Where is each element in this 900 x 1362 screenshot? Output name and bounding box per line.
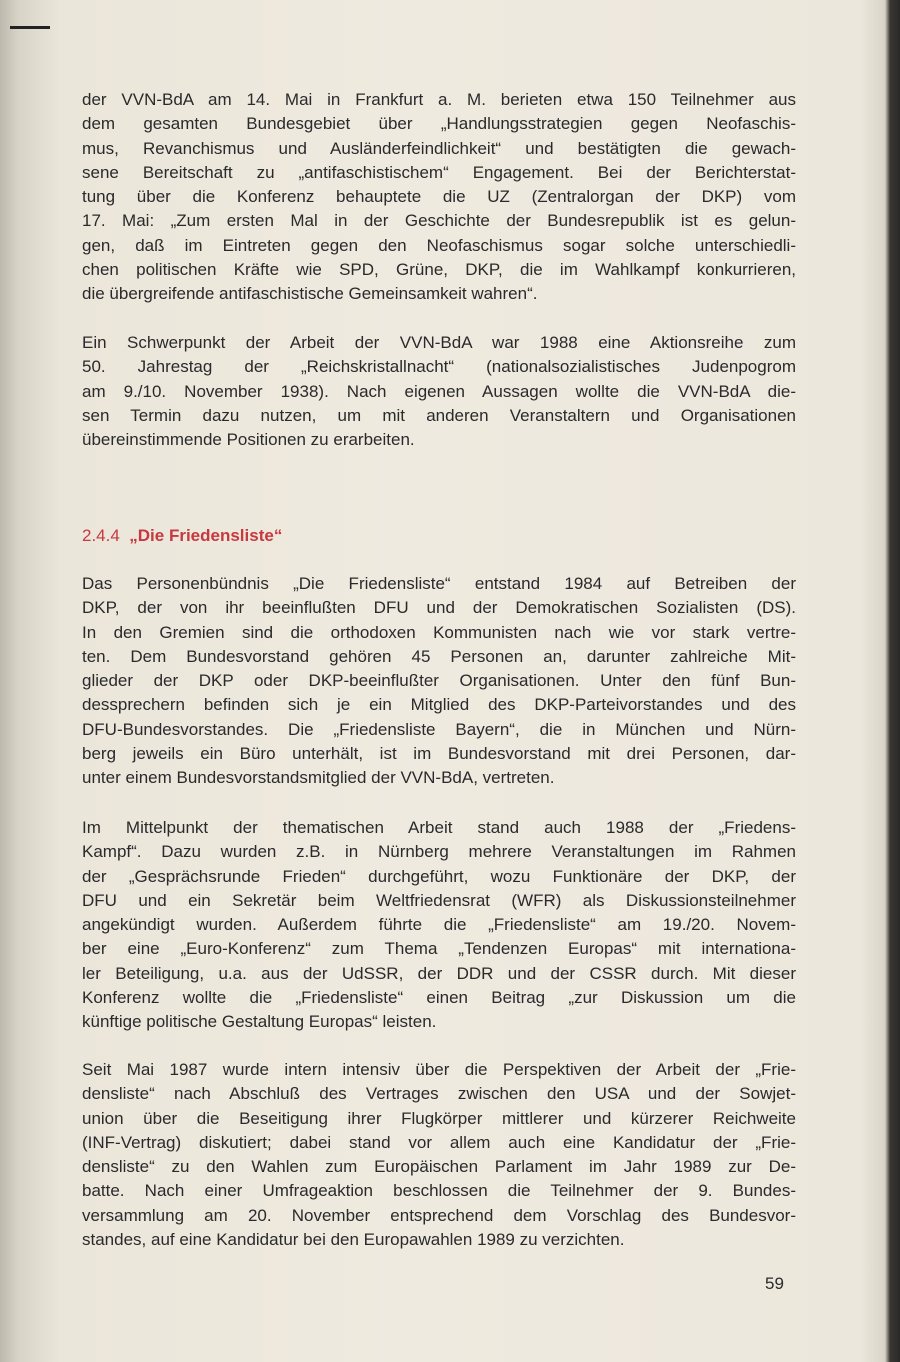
scan-edge-mark [10,26,50,29]
text-line: DKP, der von ihr beeinflußten DFU und der Demokratischen Sozialisten (DS). [82,598,796,618]
text-line: densliste“ zu den Wahlen zum Europäischen Parlament im Jahr 1989 zur De- [82,1157,796,1177]
paragraph-reichskristallnacht [82,331,796,452]
text-line: Das Personenbündnis „Die Friedensliste“ entstand 1984 auf Betreiben der [82,574,796,593]
text-line: union über die Beseitigung ihrer Flugkörper mittlerer und kürzerer Reichweite [82,1108,796,1128]
page-number: 59 [765,1274,784,1293]
text-line: der VVN-BdA am 14. Mai in Frankfurt a. M. berieten etwa 150 Teilnehmer aus [82,90,796,109]
text-line: Kampf“. Dazu wurden z.B. in Nürnberg mehrere Veranstaltungen im Rahmen [82,842,796,862]
text-line: Seit Mai 1987 wurde intern intensiv über die Perspektiven der Arbeit der „Frie- [82,1060,796,1079]
text-line: der „Gesprächsrunde Frieden“ durchgeführt, wozu Funktionäre der DKP, der [82,866,796,886]
text-line: ler Beteiligung, u.a. aus der UdSSR, der DDR und der CSSR durch. Mit dieser [82,963,796,983]
section-title: „Die Friedensliste“ [129,526,283,545]
text-line: am 9./10. November 1938). Nach eigenen Aussagen wollte die VVN-BdA die- [82,381,796,401]
section-heading [82,526,282,546]
text-line: sen Termin dazu nutzen, um mit anderen Veranstaltern und Organisationen [82,405,796,425]
text-line: versammlung am 20. November entsprechend dem Vorschlag des Bundesvor- [82,1205,796,1225]
text-line: DFU-Bundesvorstandes. Die „Friedensliste Bayern“, die in München und Nürn- [82,719,796,739]
section-number: 2.4.4 [82,526,120,545]
text-line: (INF-Vertrag) diskutiert; dabei stand vor allem auch eine Kandidatur der „Frie- [82,1132,796,1152]
text-line: dessprechern befinden sich je ein Mitglied des DKP-Parteivorstandes und des [82,695,796,715]
text-line: mus, Revanchismus und Ausländerfeindlichkeit“ und bestätigten die gewach- [82,138,796,158]
text-line: In den Gremien sind die orthodoxen Kommunisten nach wie vor stark vertre- [82,622,796,642]
paragraph-personenbuendnis [82,572,796,791]
text-line: unter einem Bundesvorstandsmitglied der VVN-BdA, vertreten. [82,768,555,788]
text-line: standes, auf eine Kandidatur bei den Europawahlen 1989 zu verzichten. [82,1230,625,1250]
text-line: sene Bereitschaft zu „antifaschistischem“ Engagement. Bei der Berichterstat- [82,162,796,182]
text-line: Konferenz wollte die „Friedensliste“ einen Beitrag „zur Diskussion um die [82,988,796,1008]
paragraph-thematische-arbeit [82,816,796,1035]
text-line: die übergreifende antifaschistische Gemeinsamkeit wahren“. [82,284,538,304]
text-line: densliste“ nach Abschluß des Vertrages zwischen den USA und der Sowjet- [82,1084,796,1104]
text-line: DFU und ein Sekretär beim Weltfriedensrat (WFR) als Diskussionsteilnehmer [82,890,796,910]
text-line: künftige politische Gestaltung Europas“ leisten. [82,1012,437,1032]
text-line: 50. Jahrestag der „Reichskristallnacht“ (nationalsozialistisches Judenpogrom [82,357,796,377]
text-line: Ein Schwerpunkt der Arbeit der VVN-BdA war 1988 eine Aktionsreihe zum [82,333,796,352]
text-line: glieder der DKP oder DKP-beeinflußter Organisationen. Unter den fünf Bun- [82,671,796,691]
text-line: übereinstimmende Positionen zu erarbeiten. [82,430,415,450]
text-line: tung über die Konferenz behauptete die UZ (Zentralorgan der DKP) vom [82,187,796,207]
paragraph-vvn-conference [82,88,796,307]
paragraph-europawahl [82,1058,796,1252]
text-line: batte. Nach einer Umfrageaktion beschlossen die Teilnehmer der 9. Bundes- [82,1181,796,1201]
text-line: ber eine „Euro-Konferenz“ zum Thema „Tendenzen Europas“ mit internationa- [82,939,796,959]
text-line: gen, daß im Eintreten gegen den Neofaschismus sogar solche unterschiedli- [82,235,796,255]
text-line: 17. Mai: „Zum ersten Mal in der Geschichte der Bundesrepublik ist es gelun- [82,211,796,231]
text-line: angekündigt wurden. Außerdem führte die „Friedensliste“ am 19./20. Novem- [82,915,796,935]
text-line: chen politischen Kräfte wie SPD, Grüne, DKP, die im Wahlkampf konkurrieren, [82,260,796,280]
text-line: ten. Dem Bundesvorstand gehören 45 Personen an, darunter zahlreiche Mit- [82,646,796,666]
text-line: berg jeweils ein Büro unterhält, ist im Bundesvorstand mit drei Personen, dar- [82,744,796,764]
text-line: Im Mittelpunkt der thematischen Arbeit stand auch 1988 der „Friedens- [82,818,796,837]
text-line: dem gesamten Bundesgebiet über „Handlungsstrategien gegen Neofaschis- [82,114,796,134]
